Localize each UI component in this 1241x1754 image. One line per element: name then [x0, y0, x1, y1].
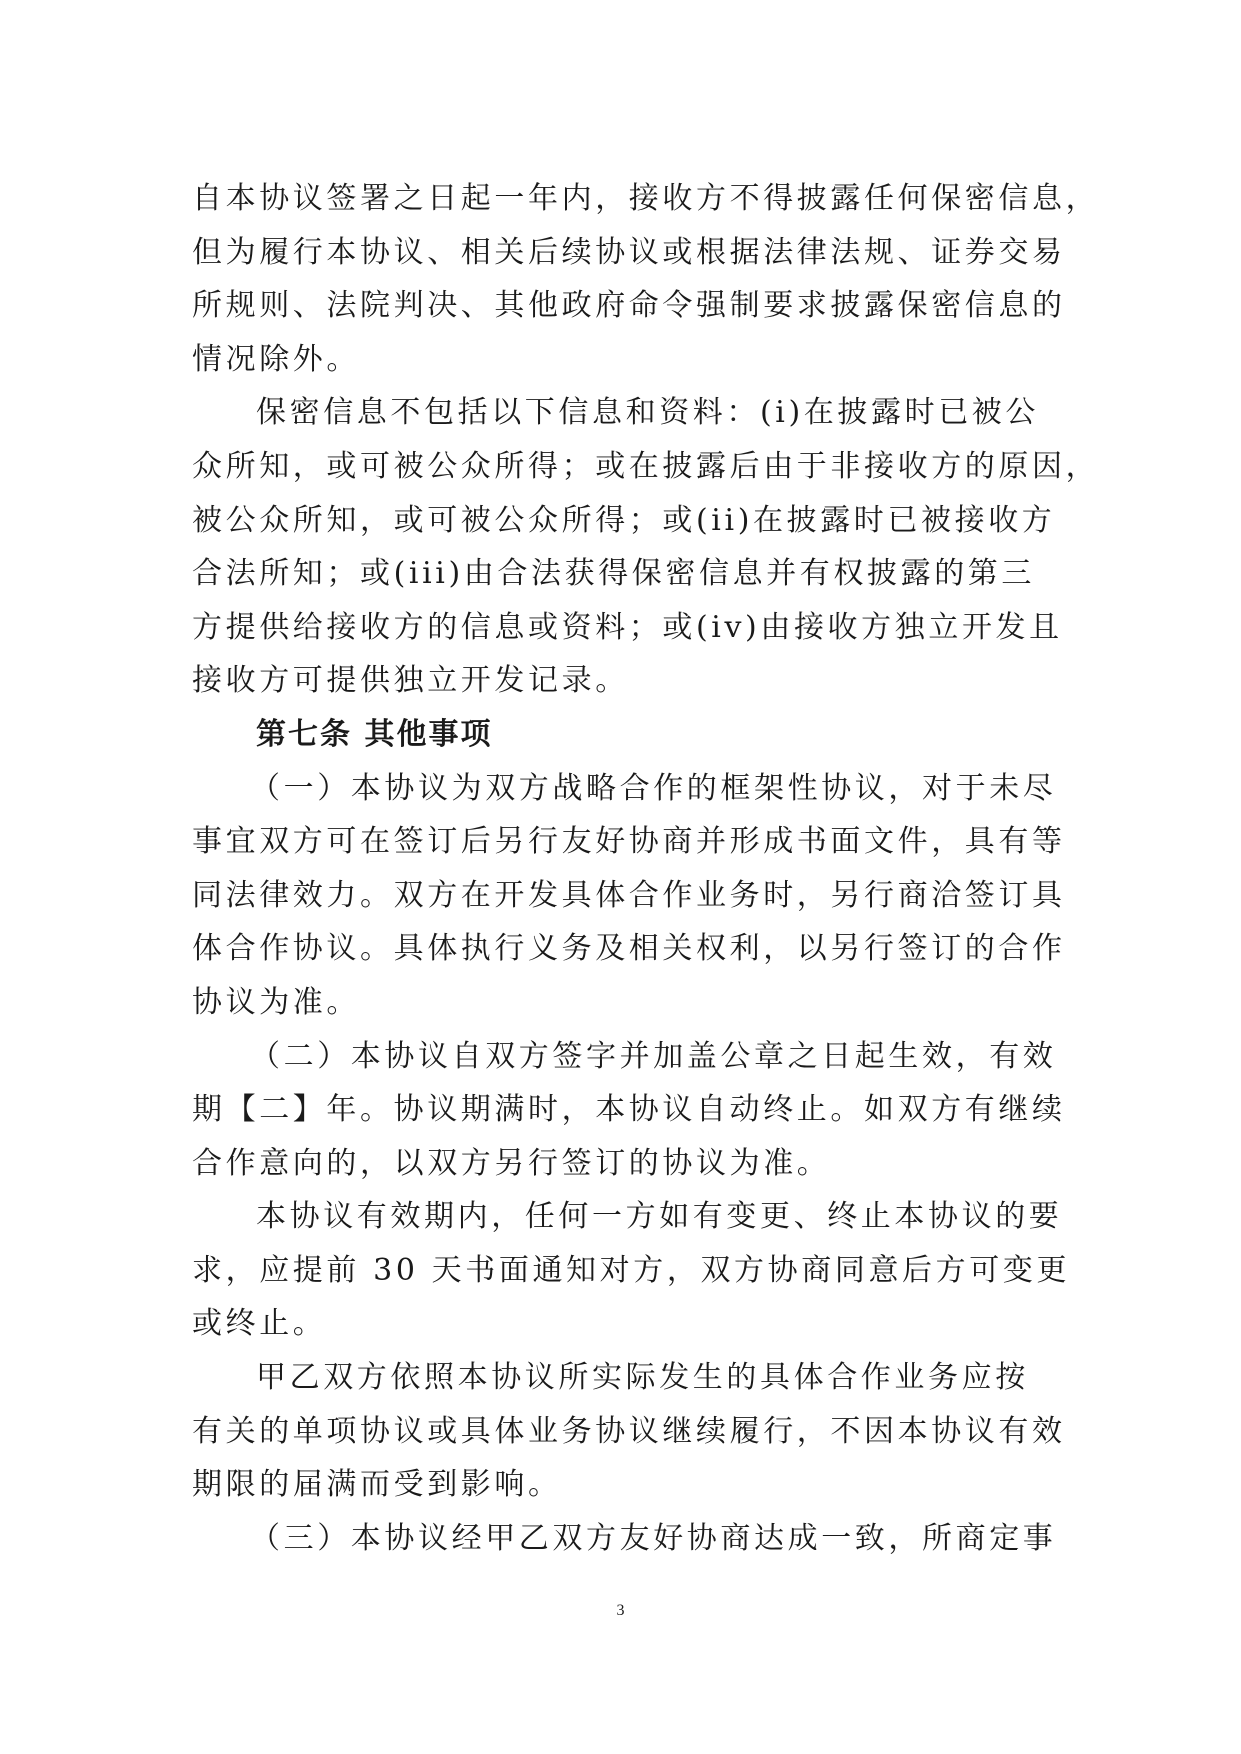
section-heading: 第七条 其他事项: [256, 716, 493, 752]
text-line: 合法所知；或(iii)由合法获得保密信息并有权披露的第三: [192, 556, 1035, 592]
text-line: （一）本协议为双方战略合作的框架性协议，对于未尽: [250, 770, 1057, 806]
text-line: （二）本协议自双方签字并加盖公章之日起生效，有效: [250, 1038, 1057, 1074]
text-line: 情况除外。: [192, 341, 360, 377]
text-line: 事宜双方可在签订后另行友好协商并形成书面文件，具有等: [192, 824, 1066, 860]
text-line: 或终止。: [192, 1306, 327, 1342]
text-line: 所规则、法院判决、其他政府命令强制要求披露保密信息的: [192, 288, 1066, 324]
document-body: [192, 172, 1100, 1565]
text-line: 众所知，或可被公众所得；或在披露后由于非接收方的原因，: [192, 448, 1100, 484]
text-line: 合作意向的，以双方另行签订的协议为准。: [192, 1145, 831, 1181]
text-line: 方提供给接收方的信息或资料；或(iv)由接收方独立开发且: [192, 609, 1063, 645]
page-number: 3: [616, 1602, 625, 1619]
text-line: 期【二】年。协议期满时，本协议自动终止。如双方有继续: [192, 1092, 1066, 1128]
text-line: 接收方可提供独立开发记录。: [192, 663, 629, 699]
text-line: 同法律效力。双方在开发具体合作业务时，另行商洽签订具: [192, 877, 1066, 913]
text-line: 但为履行本协议、相关后续协议或根据法律法规、证券交易: [192, 234, 1066, 270]
text-line: 期限的届满而受到影响。: [192, 1467, 562, 1503]
text-line: 体合作协议。具体执行义务及相关权利，以另行签订的合作: [192, 931, 1066, 967]
text-line: 甲乙双方依照本协议所实际发生的具体合作业务应按: [256, 1360, 1029, 1396]
text-line: 有关的单项协议或具体业务协议继续履行，不因本协议有效: [192, 1413, 1066, 1449]
text-line: 本协议有效期内，任何一方如有变更、终止本协议的要: [256, 1199, 1063, 1235]
text-line: 被公众所知，或可被公众所得；或(ii)在披露时已被接收方: [192, 502, 1056, 538]
text-line: （三）本协议经甲乙双方友好协商达成一致，所商定事: [250, 1520, 1057, 1556]
text-line: 求，应提前 30 天书面通知对方，双方协商同意后方可变更: [192, 1252, 1071, 1288]
text-line: 保密信息不包括以下信息和资料：(i)在披露时已被公: [256, 395, 1040, 431]
text-line: 自本协议签署之日起一年内，接收方不得披露任何保密信息，: [192, 181, 1100, 216]
text-line: 协议为准。: [192, 984, 360, 1020]
